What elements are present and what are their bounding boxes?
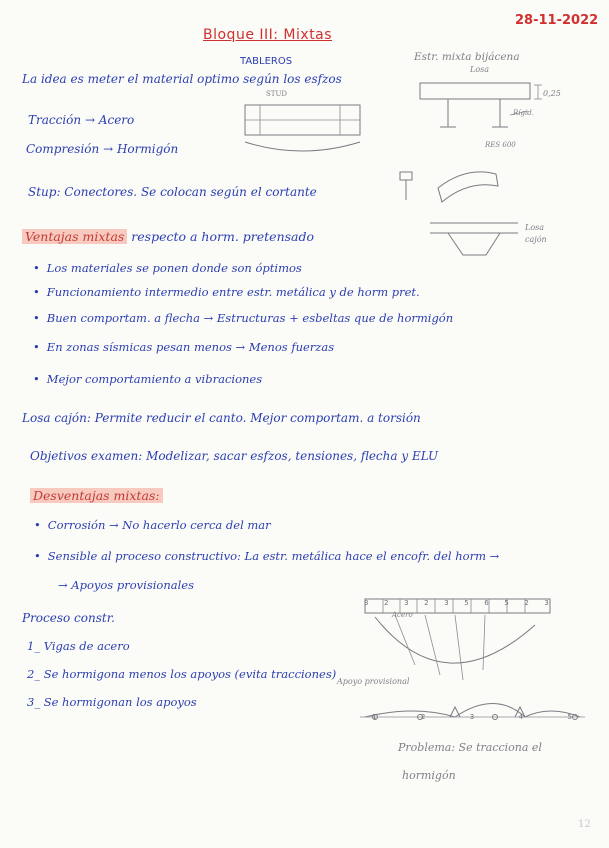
- beam-construction-sketch: [355, 595, 595, 725]
- support-label: 4: [518, 713, 524, 721]
- apoyos-provisionales: → Apoyos provisionales: [58, 578, 194, 592]
- desventajas-heading: [30, 490, 163, 503]
- ventaja-item: • Los materiales se ponen donde son óptimos: [33, 263, 302, 275]
- deck-sketch: [240, 100, 370, 160]
- support-label: 3: [469, 713, 475, 721]
- beam-num: 3: [404, 599, 409, 607]
- support-label: 1: [372, 713, 377, 721]
- proceso-title: Proceso constr.: [22, 611, 115, 625]
- sketch-apoyo-provisional: Apoyo provisional: [337, 677, 410, 686]
- desventajas-title: Desventajas mixtas:: [30, 488, 163, 503]
- beam-num: 2: [424, 599, 429, 607]
- beam-support-labels: [372, 713, 572, 721]
- desventaja-item: • Corrosión → No hacerlo cerca del mar: [34, 520, 271, 532]
- beam-num: 6: [484, 599, 489, 607]
- beam-num: 5: [504, 599, 509, 607]
- beam-num: 2: [524, 599, 529, 607]
- page-title: Bloque III: Mixtas: [203, 27, 333, 43]
- beam-num: 3: [544, 599, 549, 607]
- support-label: 2: [420, 713, 426, 721]
- ventajas-heading: [22, 231, 314, 244]
- beam-num-labels: [364, 599, 549, 607]
- beam-num: 3: [444, 599, 449, 607]
- date: 28-11-2022: [515, 13, 599, 28]
- sketch-losa-cajon: Losa cajón: [525, 223, 547, 244]
- sketch-dim: 0,25: [543, 89, 561, 98]
- compresion-text: Compresión → Hormigón: [26, 142, 179, 156]
- losa-cajon-text: Losa cajón: Permite reducir el canto. Mejor comportam. a torsión: [22, 411, 421, 425]
- sketch-stud: STUD: [266, 90, 287, 98]
- ventajas-title: Ventajas mixtas: [22, 229, 127, 244]
- support-label: 5: [567, 713, 572, 721]
- stud-connector-sketch: [398, 160, 508, 215]
- ventajas-suffix: respecto a horm. pretensado: [131, 229, 315, 244]
- traccion-text: Tracción → Acero: [28, 113, 135, 127]
- beam-num: 3: [364, 599, 369, 607]
- beam-num: 2: [384, 599, 389, 607]
- sketch-res: RES 600: [485, 141, 516, 149]
- sketch-problema-2: hormigón: [402, 769, 456, 782]
- losa-cajon-sketch: [428, 215, 528, 265]
- sketch-acero: Acero: [392, 611, 413, 619]
- subtitle: TABLEROS: [240, 56, 293, 67]
- ventaja-item: • Funcionamiento intermedio entre estr. metálica y de horm pret.: [33, 287, 420, 299]
- desventaja-item: • Sensible al proceso constructivo: La estr. metálica hace el encofr. del horm →: [34, 551, 499, 563]
- page-number: 12: [578, 819, 591, 830]
- sketch-rigid: Rígid.: [513, 109, 534, 117]
- ventaja-item: • Buen comportam. a flecha → Estructuras + esbeltas que de hormigón: [33, 313, 453, 325]
- ventaja-item: • Mejor comportamiento a vibraciones: [33, 374, 262, 386]
- stud-text: Stup: Conectores. Se colocan según el cortante: [28, 185, 317, 199]
- proceso-step: 3_ Se hormigonan los apoyos: [27, 695, 197, 709]
- sketch-losa: Losa: [470, 65, 490, 74]
- objetivos-text: Objetivos examen: Modelizar, sacar esfzos, tensiones, flecha y ELU: [30, 449, 439, 463]
- intro-text: La idea es meter el material optimo según los esfzos: [22, 72, 342, 86]
- sketch-estr-mixta: Estr. mixta bijácena: [414, 51, 520, 63]
- proceso-step: 2_ Se hormigona menos los apoyos (evita tracciones): [27, 667, 337, 681]
- sketch-problema: Problema: Se tracciona el: [398, 741, 542, 754]
- beam-num: 5: [464, 599, 469, 607]
- ventaja-item: • En zonas sísmicas pesan menos → Menos fuerzas: [33, 342, 334, 354]
- proceso-step: 1_ Vigas de acero: [27, 639, 130, 653]
